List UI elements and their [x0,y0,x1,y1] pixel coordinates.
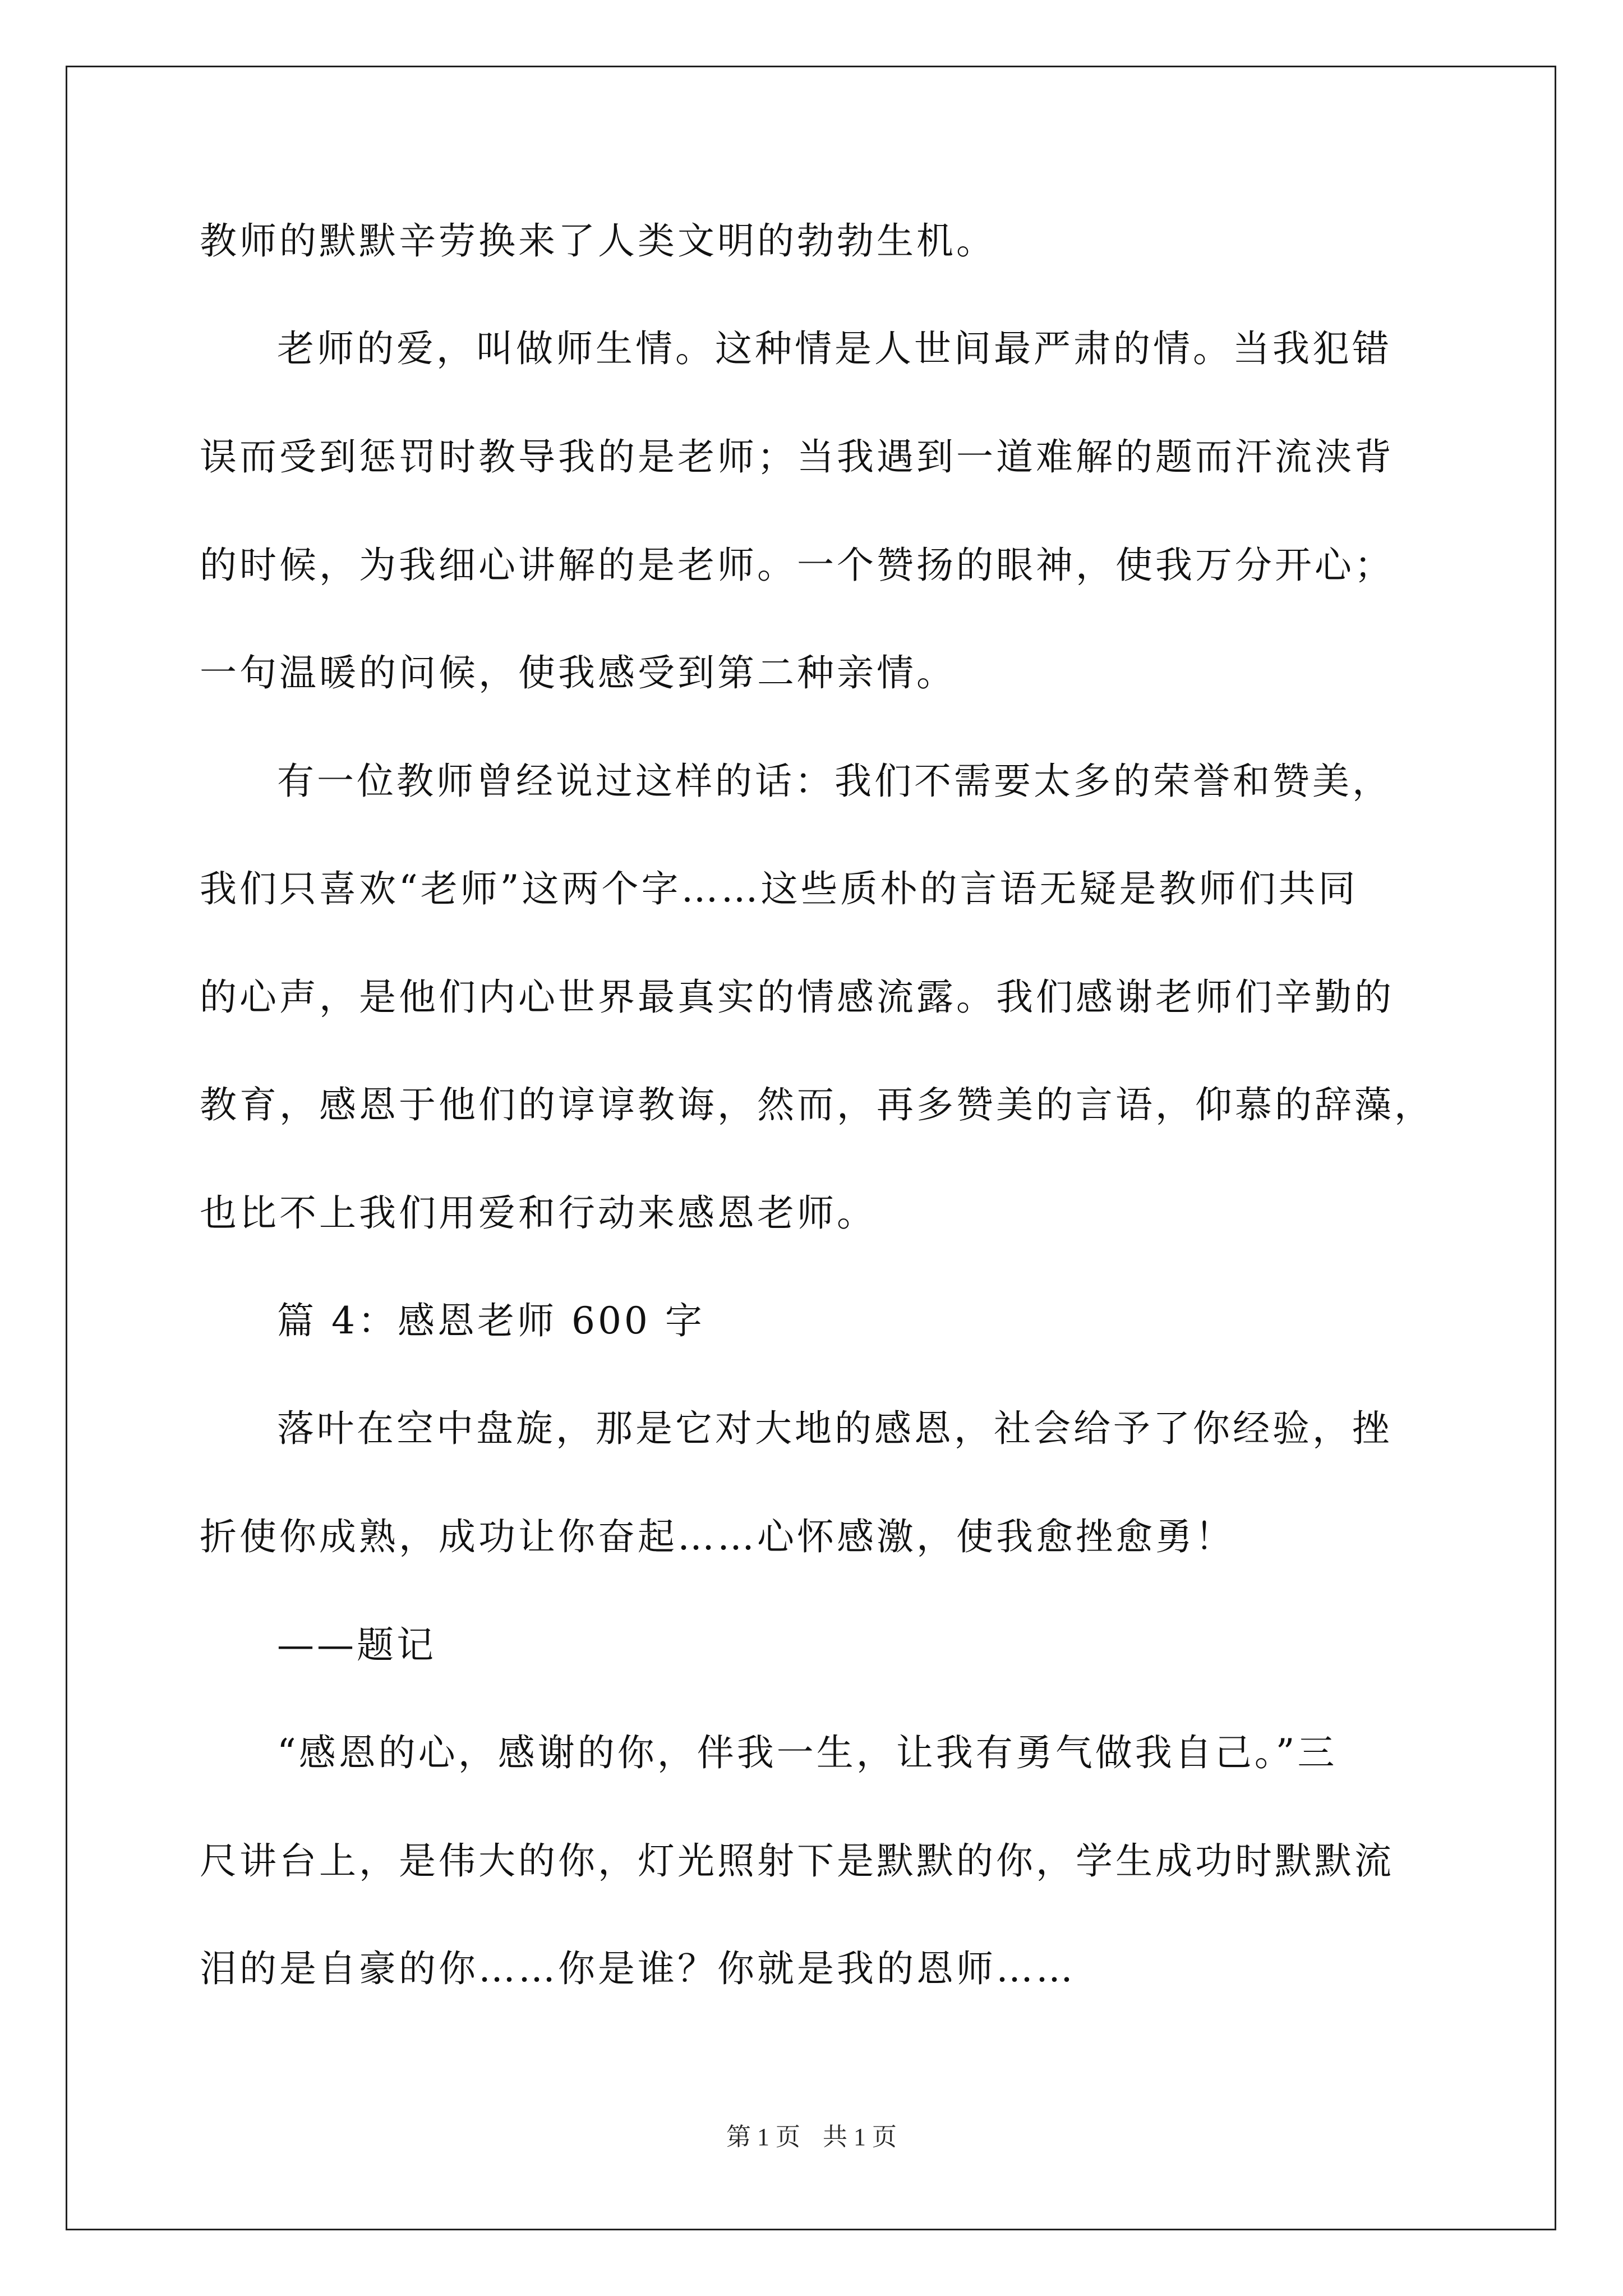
epigraph-attribution: ——题记 [277,1623,436,1667]
section-heading: 篇 4：感恩老师 600 字 [277,1299,705,1342]
text-line: 的心声，是他们内心世界最真实的情感流露。我们感谢老师们辛勤的 [200,976,1394,1019]
text-line: 尺讲台上，是伟大的你，灯光照射下是默默的你，学生成功时默默流 [200,1839,1394,1883]
page-border [66,66,1556,2230]
text-line: 泪的是自豪的你……你是谁？你就是我的恩师…… [200,1947,1076,1990]
text-line: 一句温暖的问候，使我感受到第二种亲情。 [200,651,956,694]
paragraph-line: 落叶在空中盘旋，那是它对大地的感恩，社会给予了你经验，挫 [277,1407,1392,1450]
paragraph-line: 老师的爱，叫做师生情。这种情是人世间最严肃的情。当我犯错 [277,327,1392,370]
page-number: 第 1 页 [726,2123,800,2151]
paragraph-line: “感恩的心，感谢的你，伴我一生，让我有勇气做我自己。”三 [277,1731,1338,1774]
total-pages: 共 1 页 [823,2123,897,2151]
text-line: 折使你成熟，成功让你奋起……心怀感激，使我愈挫愈勇！ [200,1515,1235,1558]
page-footer [0,2120,1623,2154]
text-line: 也比不上我们用爱和行动来感恩老师。 [200,1191,877,1235]
text-line: 误而受到惩罚时教导我的是老师；当我遇到一道难解的题而汗流浃背 [200,435,1394,478]
text-line: 教师的默默辛劳换来了人类文明的勃勃生机。 [200,219,996,263]
text-line: 的时候，为我细心讲解的是老师。一个赞扬的眼神，使我万分开心； [200,544,1394,587]
text-line: 我们只喜欢“老师”这两个字……这些质朴的言语无疑是教师们共同 [200,867,1358,910]
paragraph-line: 有一位教师曾经说过这样的话：我们不需要太多的荣誉和赞美， [277,760,1392,803]
text-line: 教育，感恩于他们的谆谆教诲，然而，再多赞美的言语，仰慕的辞藻， [200,1083,1434,1126]
